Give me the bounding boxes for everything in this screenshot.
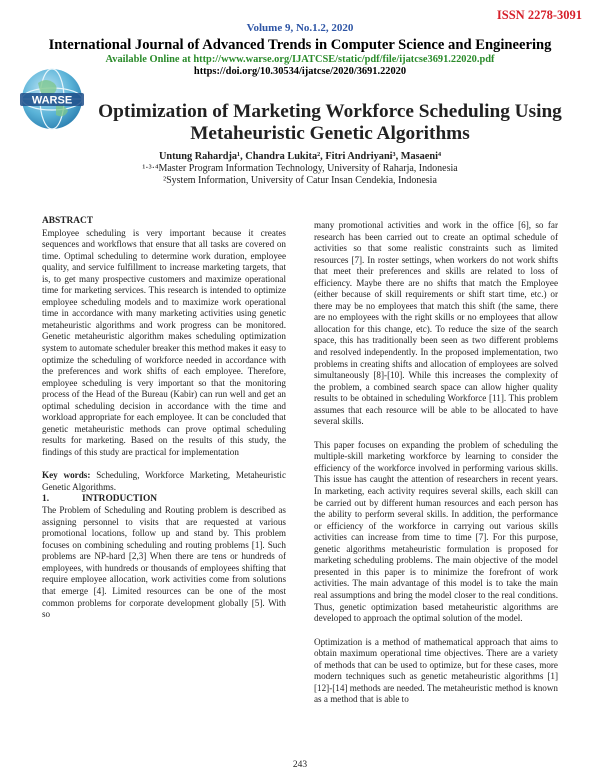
paper-title [60, 101, 600, 144]
keywords [42, 470, 286, 493]
page-number: 243 [292, 760, 308, 770]
section-number: 1. [42, 493, 50, 504]
logo-text: WARSE [31, 94, 73, 107]
affiliation-2: ²System Information, University of Catur Insan Cendekia, Indonesia [163, 175, 437, 186]
right-column [314, 220, 558, 706]
right-paragraph-1: many promotional activities and work in the office [6], so far research has been carried out to create an optimal schedule of activities so that some realistic constraints such as limited resources [7]. In roster settings, when workers do not work shifts that meet their preferences and skills are related to loss of efficiency. Maybe there are no shifts that match the Employee (either because of skill requirements or shift start time, etc.) or there may be no employees that match this shift (the same, there are no employees with the right skills or no employees that allow allocation for this change, etc). To reduce the size of the search space, this has traditionally been seen as two different problems and resolved independently. In the proposed implementation, two problems in creating shifts and allocation of employees are solved simultaneously [8]-[10]. While this increases the complexity of the problem, a combined search space can allow higher quality results to be obtained in scheduling Workforce [11]. This problem assumes that each resource will be able to be allocated to have several skills. [314, 220, 558, 427]
journal-title: International Journal of Advanced Trends in Computer Science and Engineering [48, 37, 552, 53]
keywords-text: Scheduling, Workforce Marketing, Metaheuristic Genetic Algorithms. [42, 470, 287, 493]
paper-title-line2: Metaheuristic Genetic Algorithms [190, 122, 470, 144]
intro-paragraph-1: The Problem of Scheduling and Routing problem is described as assigning personnel to visits that are requested at various promotional locations, follow up and stand by. This problem focuses on combining scheduling and routing problems [1]. Such problems are NP-hard [2,3] When there are tens or hundreds of employees, with hundreds or thousands of employees shifting that require employee allocation, work activities come from solutions that emerge [4]. Limited resources can be one of the most common problems for corporate development globally [5]. With so [42, 505, 286, 620]
section-title: INTRODUCTION [82, 493, 158, 504]
available-online-link[interactable]: Available Online at http://www.warse.org/IJATCSE/static/pdf/file/ijatcse3691.22020.pdf [105, 54, 495, 65]
left-column [42, 216, 286, 621]
issn-label: ISSN 2278-3091 [496, 8, 582, 22]
section-heading [42, 494, 286, 506]
right-paragraph-3: Optimization is a method of mathematical approach that aims to obtain maximum operational time objectives. There are a variety of methods that can be used to optimize, but for these cases, more modern techniques such as genetic metaheuristic algorithms [1][12]-[14] methods are needed. The metaheuristic method is known as a method that is able to [314, 636, 558, 705]
paper-title-line1: Optimization of Marketing Workforce Scheduling Using [98, 101, 562, 122]
doi-link[interactable]: https://doi.org/10.30534/ijatcse/2020/3691.22020 [193, 66, 407, 77]
right-paragraph-2: This paper focuses on expanding the problem of scheduling the multiple-skill marketing workforce by learning to consider the efficiency of the workforce involved in performing various skills. This issue has caught the attention of researchers in recent years. In marketing, each activity requires several skills, each skill can be carried out by different human resources and each person has the ability to perform several skills. In addition, the performance or efficiency of the workforce in carrying out various skills activities can increase from time to time [7]. For this purpose, genetic algorithms metaheuristic formulation is proposed for marketing scheduling problems. The main objective of the model presented in this paper is to minimize the forefront of work activities. The main advantage of this model is to take the main real assumptions and bring the model closer to the real conditions. Thus, genetic optimization based metaheuristic algorithms are developed to approach the optimal solution of the model. [314, 439, 558, 624]
abstract-heading: ABSTRACT [42, 216, 94, 226]
abstract-text: Employee scheduling is very important because it creates sequences and workflows that ensure that all tasks are covered on time. Optimal scheduling to determine work duration, employee quality, and service fulfillment to increase marketing targets, that is, to get many prospective customers and maximize operational time for marketing services. This research is intended to optimize employee scheduling models and to maximize work operational time in accordance with many marketing activities using genetic metaheuristic algorithms and work progress can be monitored. Genetic metaheuristic algorithm makes scheduling optimization system to automate scheduler breaker this method makes it easy to optimize the scheduling of workforce needed in accordance with the preferences and work shifts of each employee. Therefore, employee scheduling is very important so that the monitoring process of the Head of the Bureau (Kabir) can run well and get an optimal scheduling decision in accordance with the time and workload appropriate for each employee. It can be concluded that genetic metaheuristic methods can prove optimal scheduling results for marketing. Based on the results of this study, the findings of this study are practical for implementation [42, 227, 286, 457]
volume-info: Volume 9, No.1.2, 2020 [246, 22, 354, 34]
affiliation-1: ¹·³·⁴Master Program Information Technology, University of Raharja, Indonesia [142, 163, 458, 174]
authors: Untung Rahardja¹, Chandra Lukita², Fitri Andriyani³, Masaeni⁴ [158, 151, 442, 162]
keywords-label: Key words: [42, 470, 91, 481]
